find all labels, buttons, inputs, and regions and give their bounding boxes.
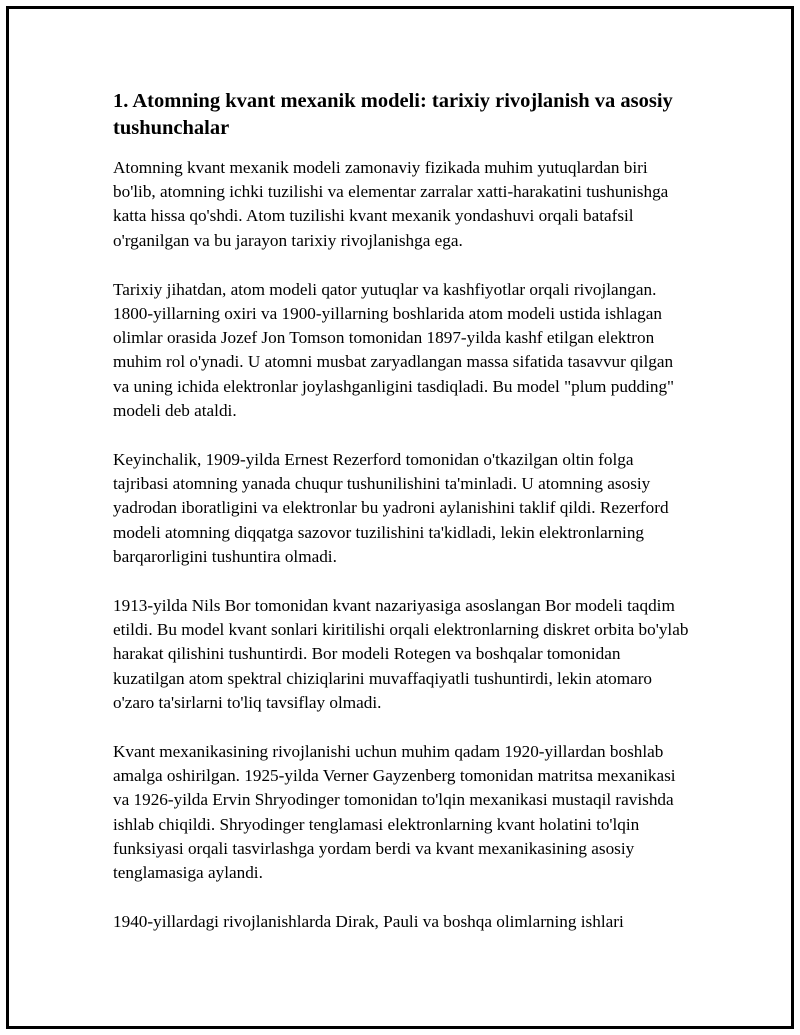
document-body <box>113 88 693 959</box>
paragraph-bohr: 1913-yilda Nils Bor tomonidan kvant nazariyasiga asoslangan Bor modeli taqdim etildi. Bu model kvant sonlari kiritilishi orqali elektronlarning diskret orbita bo'ylab harakat qilishini tushuntirdi. Bor modeli Rotegen va boshqalar tomonidan kuzatilgan atom spektral chiziqlarini muvaffaqiyatli tushuntirdi, lekin atomaro o'zaro ta'sirlarni to'liq tavsiflay olmadi. <box>113 596 689 712</box>
paragraph-1940s: 1940-yillardagi rivojlanishlarda Dirak, Pauli va boshqa olimlarning ishlari <box>113 912 624 932</box>
paragraph-rutherford: Keyinchalik, 1909-yilda Ernest Rezerford tomonidan o'tkazilgan oltin folga tajribasi atomning yanada chuqur tushunilishini ta'minladi. U atomning asosiy yadrodan iboratligini va elektronlar bu yadroni aylanishini taklif qildi. Rezerford modeli atomning diqqatga sazovor tuzilishini ta'kidladi, lekin elektronlarning barqarorligini tushuntira olmadi. <box>113 450 669 566</box>
paragraph-history: Tarixiy jihatdan, atom modeli qator yutuqlar va kashfiyotlar orqali rivojlangan. 1800-yillarning oxiri va 1900-yillarning boshlarida atom modeli ustida ishlagan olimlar orasida Jozef Jon Tomson tomonidan 1897-yilda kashf etilgan elektron muhim rol o'ynadi. U atomni musbat zaryadlangan massa sifatida tasavvur qilgan va uning ichida elektronlar joylashganligini tasdiqladi. Bu model "plum pudding" modeli deb ataldi. <box>113 279 675 420</box>
document-title: 1. Atomning kvant mexanik modeli: tarixiy rivojlanish va asosiy tushunchalar <box>113 90 673 139</box>
paragraph-quantum-mechanics: Kvant mexanikasining rivojlanishi uchun muhim qadam 1920-yillardan boshlab amalga oshirilgan. 1925-yilda Verner Gayzenberg tomonidan matritsa mexanikasi va 1926-yilda Ervin Shryodinger tomonidan to'lqin mexanikasi mustaqil ravishda ishlab chiqildi. Shryodinger tenglamasi elektronlarning kvant holatini to'lqin funksiyasi orqali tasvirlashga yordam berdi va kvant mexanikasining asosiy tenglamasiga aylandi. <box>113 742 676 883</box>
paragraph-intro: Atomning kvant mexanik modeli zamonaviy fizikada muhim yutuqlardan biri bo'lib, atomning ichki tuzilishi va elementar zarralar xatti-harakatini tushunishga katta hissa qo'shdi. Atom tuzilishi kvant mexanik yondashuvi orqali batafsil o'rganilgan va bu jarayon tarixiy rivojlanishga ega. <box>113 158 669 250</box>
